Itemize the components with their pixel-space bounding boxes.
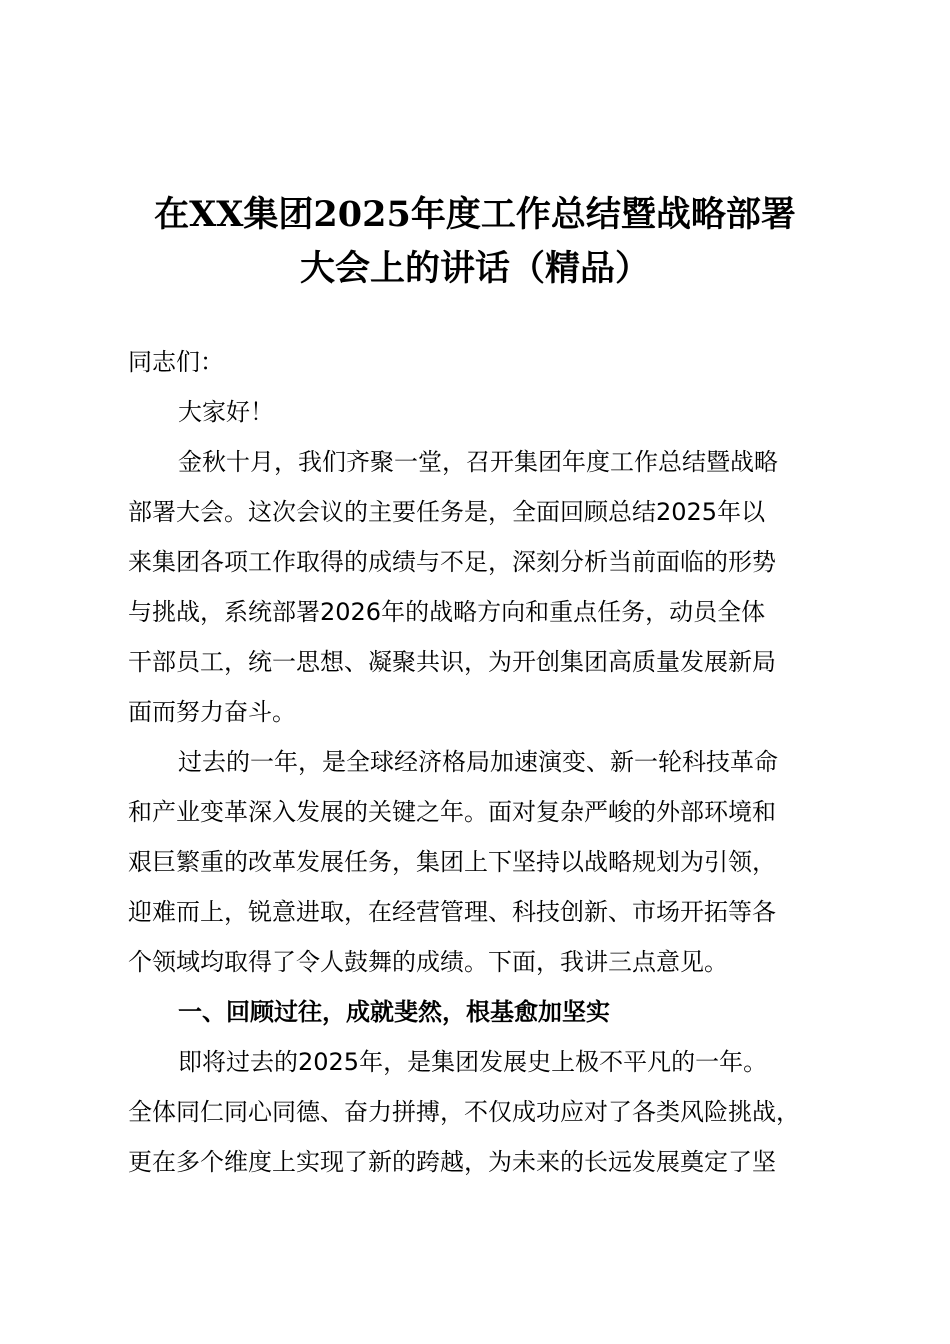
document-body [128,337,828,1187]
title-line-1: 在XX集团2025年度工作总结暨战略部署 [154,194,796,235]
paragraph-line: 过去的一年，是全球经济格局加速演变、新一轮科技革命 [178,748,778,776]
salutation: 同志们： [128,348,224,376]
paragraph-line: 和产业变革深入发展的关键之年。面对复杂严峻的外部环境和 [128,798,776,826]
paragraph-line: 艰巨繁重的改革发展任务，集团上下坚持以战略规划为引领， [128,848,776,876]
paragraph-2 [128,737,828,987]
paragraph-line: 与挑战，系统部署2026年的战略方向和重点任务，动员全体 [128,598,766,626]
paragraph-line: 迎难而上，锐意进取，在经营管理、科技创新、市场开拓等各 [128,898,776,926]
paragraph-line: 面而努力奋斗。 [128,698,296,726]
paragraph-line: 金秋十月，我们齐聚一堂，召开集团年度工作总结暨战略 [178,448,778,476]
section-heading: 一、回顾过往，成就斐然，根基愈加坚实 [178,998,610,1026]
section-paragraph [128,1037,828,1187]
paragraph-1 [128,437,828,737]
paragraph-line: 部署大会。这次会议的主要任务是，全面回顾总结2025年以 [128,498,766,526]
document-title [120,188,830,296]
paragraph-line: 个领域均取得了令人鼓舞的成绩。下面，我讲三点意见。 [128,948,728,976]
greeting: 大家好！ [178,398,274,426]
paragraph-line: 更在多个维度上实现了新的跨越，为未来的长远发展奠定了坚 [128,1148,776,1176]
paragraph-line: 即将过去的2025年，是集团发展史上极不平凡的一年。 [178,1048,768,1076]
title-line-2: 大会上的讲话（精品） [299,248,650,289]
paragraph-line: 干部员工，统一思想、凝聚共识，为开创集团高质量发展新局 [128,648,776,676]
paragraph-line: 来集团各项工作取得的成绩与不足，深刻分析当前面临的形势 [128,548,776,576]
paragraph-line: 全体同仁同心同德、奋力拼搏，不仅成功应对了各类风险挑战， [128,1098,800,1126]
